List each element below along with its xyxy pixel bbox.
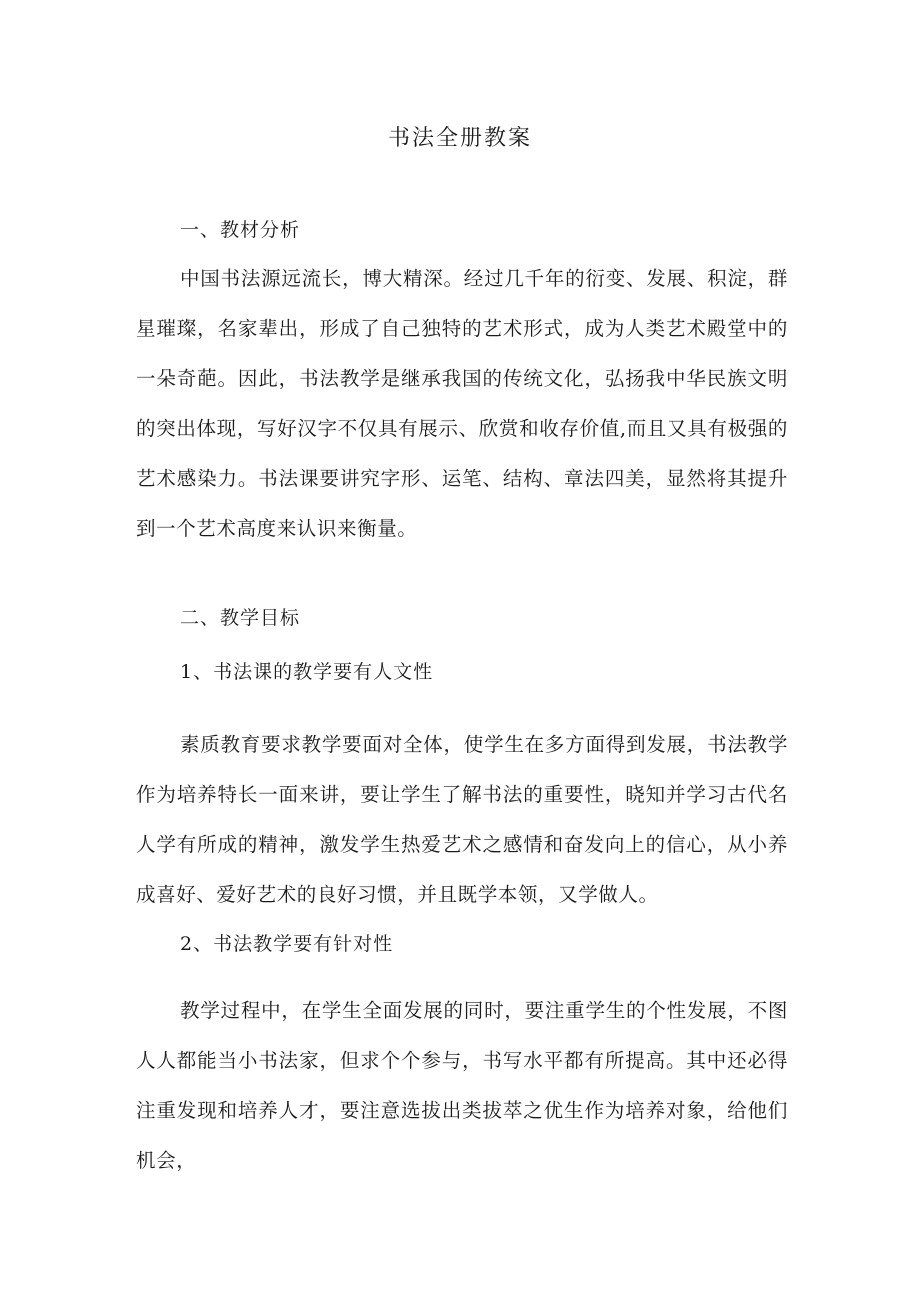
- section-heading-materials: 一、教材分析: [180, 219, 301, 241]
- section-paragraph-materials: 中国书法源远流长，博大精深。经过几千年的衍变、发展、积淀，群星璀璨，名家辈出，形成了自己独特的艺术形式，成为人类艺术殿堂中的一朵奇葩。因此，书法教学是继承我国的传统文化，弘扬我中华民族文明的突出体现，写好汉字不仅具有展示、欣赏和收存价值,而且又具有极强的艺术感染力。书法课要讲究字形、运笔、结构、章法四美，显然将其提升到一个艺术高度来认识来衡量。: [136, 267, 788, 540]
- subheading-humanistic: 1、书法课的教学要有人文性: [180, 661, 434, 683]
- paragraph-targeted: 教学过程中，在学生全面发展的同时，要注重学生的个性发展，不图人人都能当小书法家，但求个个参与，书写水平都有所提高。其中还必得注重发现和培养人才，要注意选拔出类拔萃之优生作为培养对象，给他们机会，: [136, 999, 788, 1172]
- paragraph-humanistic: 素质教育要求教学要面对全体，使学生在多方面得到发展，书法教学作为培养特长一面来讲，要让学生了解书法的重要性，晓知并学习古代名人学有所成的精神，激发学生热爱艺术之感情和奋发向上的信心，从小养成喜好、爱好艺术的良好习惯，并且既学本领，又学做人。: [136, 733, 788, 906]
- document-title: 书法全册教案: [387, 126, 532, 151]
- section-heading-goals: 二、教学目标: [180, 607, 301, 629]
- subheading-targeted: 2、书法教学要有针对性: [180, 933, 394, 955]
